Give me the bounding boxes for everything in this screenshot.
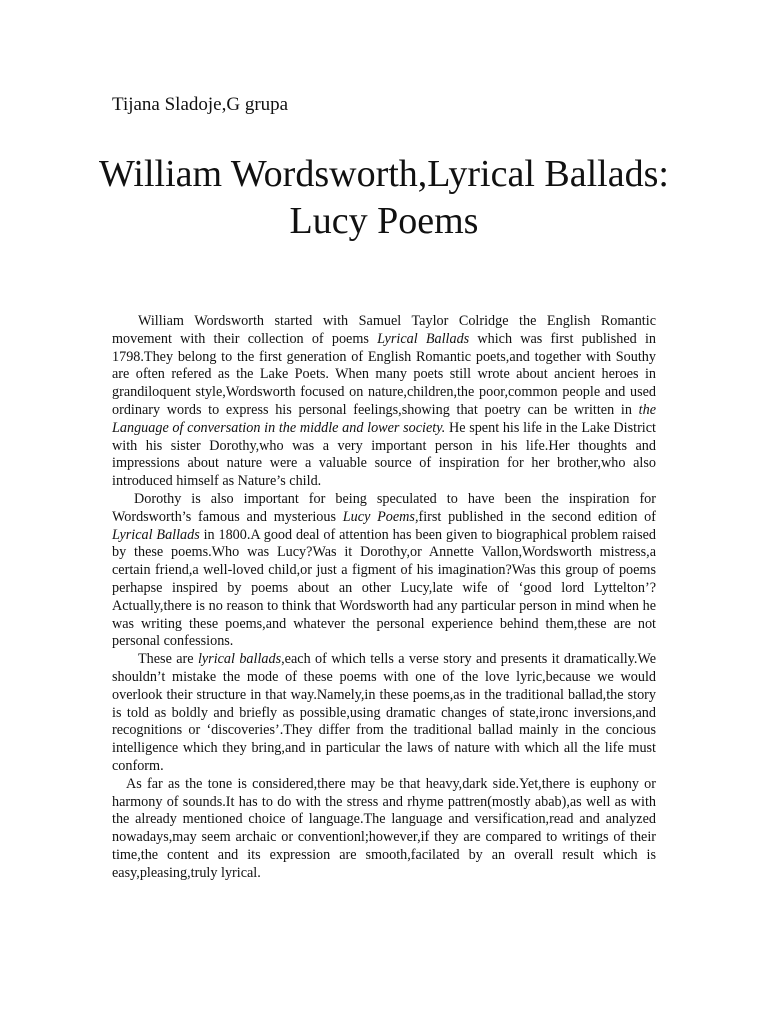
document-title: William Wordsworth,Lyrical Ballads: Lucy Poems [99,153,669,242]
italic-text: Lyrical Ballads [112,526,200,543]
paragraph-text: As far as the tone is considered,there may be that heavy,dark side.Yet,there is euphony or harmony of sounds.It has to do with the stress and rhyme pattren(mostly abab),as well as with the already mentioned choice of language.The language and versification,read and analyzed nowadays,may seem archaic or conventionl;however,if they are compared to writings of their time,the content and its expression are smooth,facilated by an overall result which is easy,pleasing,truly lyrical. [112,775,656,881]
italic-text: Lucy Poems [342,508,415,525]
paragraph-1 [112,313,656,491]
italic-text: lyrical ballads [197,651,282,668]
author-line: Tijana Sladoje,G grupa [112,94,289,115]
paragraph-4 [112,776,656,883]
paragraph-text: which was first published in 1798.They belong to the first generation of English Romantic poets,and together with Southy are often refered as the Lake Poets. When many poets still wrote about ancient heroes in grandiloquent style,Wordsworth focused on nature,children,the poor,common people and used ordinary words to express his personal feelings,showing that poetry can be written in [112,330,656,418]
paragraph-text: These are [138,651,198,668]
paragraph-3 [112,651,656,776]
paragraph-text: He spent his life in the Lake District with his sister Dorothy,who was a very important person in his life.Her thoughts and impressions about nature were a valuable source of inspiration for her brother,who also introduced himself as Nature’s child. [112,419,656,490]
paragraph-text: ,first published in the second edition of [414,508,657,525]
italic-text: Lyrical Ballads [377,330,470,347]
paragraph-text: ,each of which tells a verse story and presents it dramatically.We shouldn’t mistake the mode of these poems with one of the love lyric,because we would overlook their structure in that way.Namely,in these poems,as in the traditional ballad,the story is told as boldly and briefly as possible,using dramatic changes of state,ironc inversions,and recognitions or ‘discoveries’.They differ from the traditional ballad mainly in the concious intelligence which they bring,and in particular the laws of nature with which all the life must conform. [112,651,656,774]
paragraph-text: in 1800.A good deal of attention has been given to biographical problem raised by these poems.Who was Lucy?Was it Dorothy,or Annette Vallon,Wordsworth mistress,a certain friend,a well-loved child,or just a figment of his imagination?Was this group of poems perhapse inspired by poems about an other Lucy,late wife of ‘good lord Lyttelton’?Actually,there is no reason to think that Wordsworth had any particular person in mind when he was writing these poems,and whatever the personal experience behind them,these are not personal confessions. [112,526,656,650]
document-body [112,313,656,883]
paragraph-2 [112,491,656,651]
italic-text: the Language of conversation in the middle and lower society. [112,401,656,436]
paragraph-text: Dorothy is also important for being speculated to have been the inspiration for Wordsworth’s famous and mysterious [112,490,656,525]
paragraph-text: William Wordsworth started with Samuel Taylor Colridge the English Romantic movement with their collection of poems [112,313,656,347]
